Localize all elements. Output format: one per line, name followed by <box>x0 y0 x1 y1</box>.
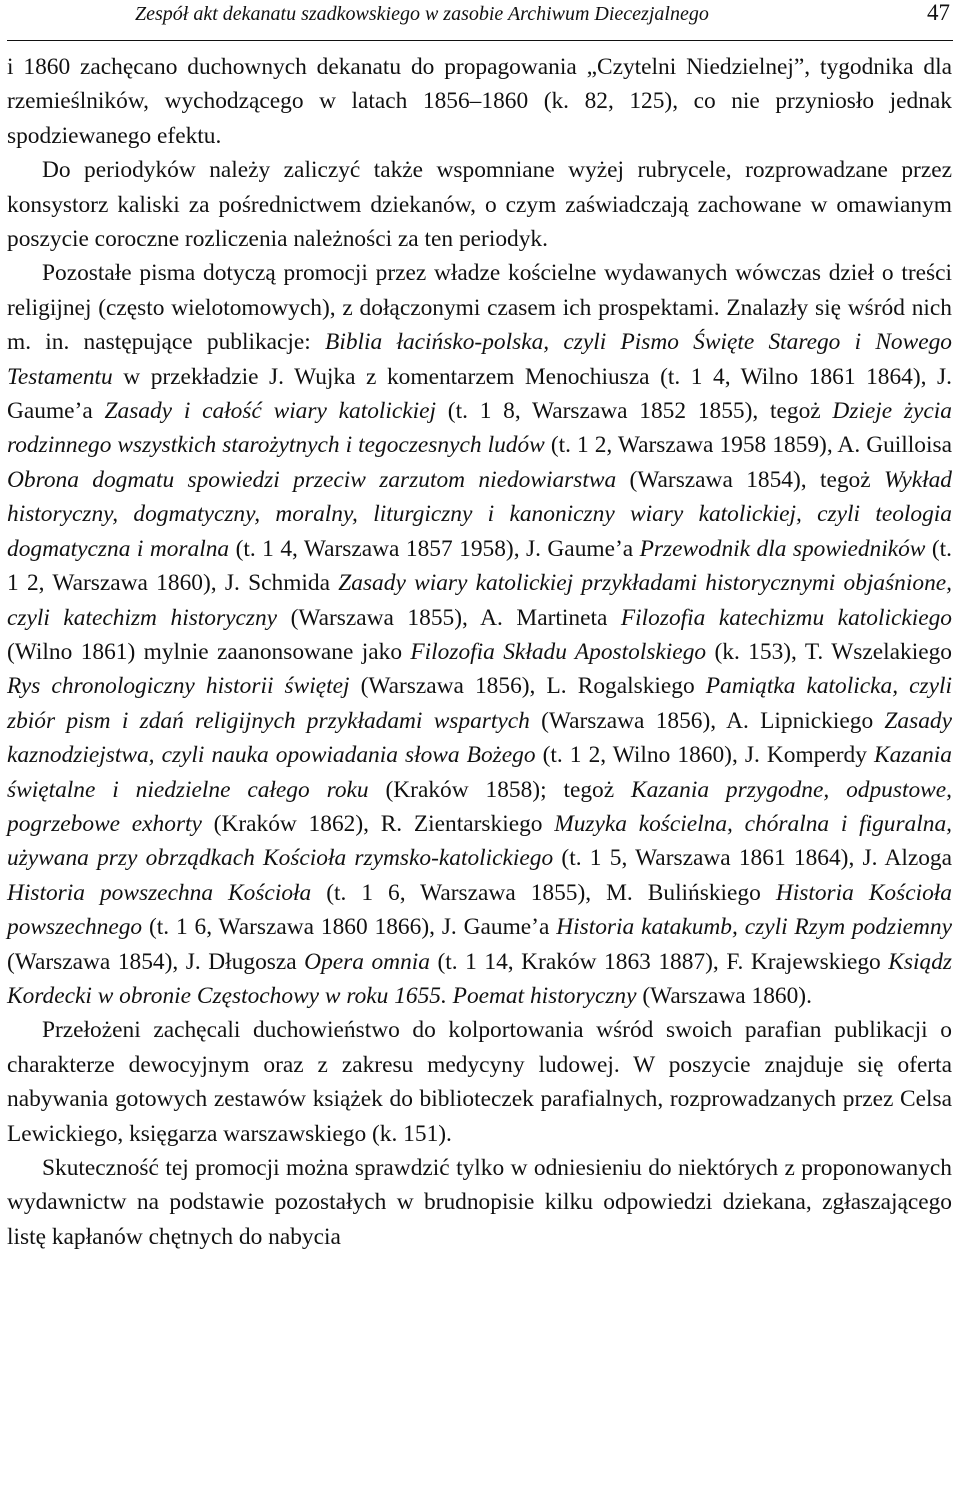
text-run: Do periodyków należy zaliczyć także wspomniane wyżej rubrycele, rozprowadzane przez konsystorz kaliski za pośrednictwem dziekanów, o czym zaświadczają zachowane w omawianym poszycie coroczne rozliczenia należności za ten periodyk. <box>7 157 952 253</box>
paragraph <box>7 1151 952 1254</box>
italic-title: Przewodnik dla spowiedników <box>639 535 926 562</box>
text-run: i 1860 zachęcano duchownych dekanatu do propagowania „Czytelni Niedzielnej”, tygodnika dla rzemieślników, wychodzącego w latach 1856–1860 (k. 82, 125), co nie przyniosło jednak spodziewanego efektu. <box>7 54 952 149</box>
paragraph <box>7 1013 952 1151</box>
italic-title: Historia powszechna Kościoła <box>7 879 312 906</box>
page-number: 47 <box>927 0 950 25</box>
text-run: (Warszawa 1854), tegoż <box>616 466 884 493</box>
italic-title: Opera omnia <box>304 948 430 975</box>
italic-title: Filozofia katechizmu katolickiego <box>620 604 952 631</box>
text-run: (t. 1 14, Kraków 1863 1887), F. Krajewskiego <box>429 948 889 975</box>
text-run: (Warszawa 1856), L. Rogalskiego <box>349 673 706 700</box>
text-run: (t. 1 2, Warszawa 1860), J. Schmida <box>7 535 952 597</box>
text-run: w przekładzie J. Wujka z komentarzem Menochiusza (t. 1 4, Wilno 1861 1864), J. Gaume’a <box>7 363 952 425</box>
text-run: (Warszawa 1856), A. Lipnickiego <box>529 707 885 734</box>
italic-title: Zasady kaznodziejstwa, czyli nauka opowiadania słowa Bożego <box>7 707 953 769</box>
italic-title: Kazania świętalne i niedzielne całego roku <box>7 742 952 803</box>
paragraph <box>7 50 952 153</box>
italic-title: Filozofia Składu Apostolskiego <box>410 638 707 665</box>
italic-title: Biblia łacińsko-polska, czyli Pismo Święte Starego i Nowego Testamentu <box>7 329 952 390</box>
italic-title: Kazania przygodne, odpustowe, pogrzebowe exhorty <box>7 776 952 837</box>
italic-title: Zasady i całość wiary katolickiej <box>104 398 437 425</box>
running-header <box>135 0 950 30</box>
text-run: (Wilno 1861) mylnie zaanonsowane jako <box>7 638 411 665</box>
text-run: (t. 1 6, Warszawa 1860 1866), J. Gaume’a <box>142 914 557 941</box>
running-title: Zespół akt dekanatu szadkowskiego w zasobie Archiwum Diecezjalnego <box>135 3 709 25</box>
italic-title: Historia Kościoła powszechnego <box>7 879 952 941</box>
text-run: (t. 1 2, Wilno 1860), J. Komperdy <box>535 742 875 769</box>
text-run: (Warszawa 1860). <box>636 982 812 1009</box>
paragraph <box>7 256 952 1013</box>
paragraph <box>7 153 952 256</box>
italic-title: Historia katakumb, czyli Rzym podziemny <box>556 914 952 941</box>
italic-title: Ksiądz Kordecki w obronie Częstochowy w roku 1655. Poemat historyczny <box>7 948 952 1009</box>
text-run: (k. 153), T. Wszelakiego <box>706 638 952 665</box>
text-run: (Kraków 1858); tegoż <box>368 776 632 803</box>
italic-title: Rys chronologiczny historii świętej <box>7 673 350 700</box>
body-text <box>7 50 952 1254</box>
text-run: (Kraków 1862), R. Zientarskiego <box>201 810 555 837</box>
italic-title: Muzyka kościelna, chóralna i figuralna, używana przy obrządkach Kościoła rzymsko-katolickiego <box>7 810 952 872</box>
text-run: (t. 1 2, Warszawa 1958 1859), A. Guilloisa <box>544 432 952 459</box>
text-run: (t. 1 8, Warszawa 1852 1855), tegoż <box>436 398 833 425</box>
text-run: Pozostałe pisma dotyczą promocji przez władze kościelne wydawanych wówczas dzieł o treści religijnej (często wielotomowych), z dołączonymi czasem ich prospektami. Znalazły się wśród nich m. in. następujące publikacje: <box>7 260 952 356</box>
italic-title: Obrona dogmatu spowiedzi przeciw zarzutom niedowiarstwa <box>7 466 617 493</box>
text-run: (t. 1 6, Warszawa 1855), M. Bulińskiego <box>311 879 776 906</box>
text-run: (Warszawa 1854), J. Długosza <box>7 948 305 975</box>
text-run: (Warszawa 1855), A. Martineta <box>277 604 621 631</box>
italic-title: Dzieje życia rodzinnego wszystkich starożytnych i tegoczesnych ludów <box>7 398 952 459</box>
italic-title: Pamiątka katolicka, czyli zbiór pism i zdań religijnych przykładami wspartych <box>7 673 953 734</box>
text-run: Przełożeni zachęcali duchowieństwo do kolportowania wśród swoich parafian publikacji o charakterze dewocyjnym oraz z zakresu medycyny ludowej. W poszycie znajduje się oferta nabywania gotowych zestawów książek do biblioteczek parafialnych, rozprowadzanych przez Celsa Lewickiego, księgarza warszawskiego (k. 151). <box>7 1017 952 1147</box>
text-run: (t. 1 5, Warszawa 1861 1864), J. Alzoga <box>553 845 952 872</box>
italic-title: Zasady wiary katolickiej przykładami historycznymi objaśnione, czyli katechizm historyczny <box>7 570 953 631</box>
italic-title: Wykład historyczny, dogmatyczny, moralny, liturgiczny i kanoniczny wiary katolickiej, czyli teologia dogmatyczna i moralna <box>7 466 952 562</box>
header-rule <box>7 40 953 41</box>
text-run: (t. 1 4, Warszawa 1857 1958), J. Gaume’a <box>229 535 640 562</box>
text-run: Skuteczność tej promocji można sprawdzić tylko w odniesieniu do niektórych z proponowanych wydawnictw na podstawie pozostałych w brudnopisie kilku odpowiedzi dziekana, zgłaszającego listę kapłanów chętnych do nabycia <box>7 1155 952 1250</box>
